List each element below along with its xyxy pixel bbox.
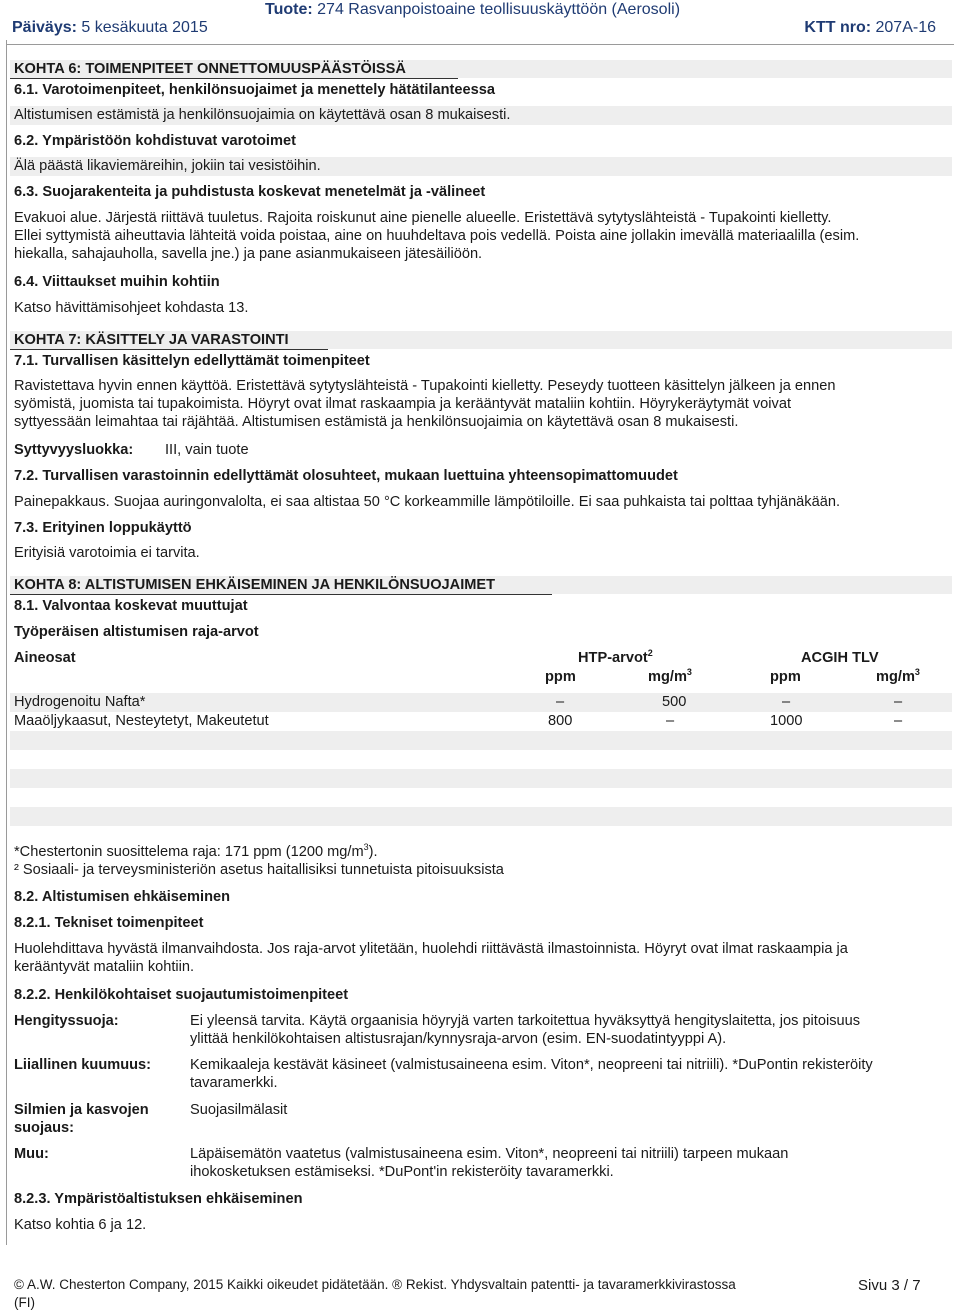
eye-label-line2: suojaus: (14, 1120, 75, 1136)
text-7-1-line3: syttyessään leimahtaa tai räjähtää. Altistumisen estämistä ja henkilönsuojaimia on käytettävä osan 8 mukaisesti. (14, 414, 739, 430)
heading-6-3: 6.3. Suojarakenteita ja puhdistusta koskevat menetelmät ja -välineet (14, 184, 486, 200)
text-6-3-line3: hiekalla, sahajauholla, savella jne.) ja pane asianmukaiseen jätesäiliöön. (14, 246, 483, 262)
section-6-title: KOHTA 6: TOIMENPITEET ONNETTOMUUSPÄÄSTÖISSÄ (10, 60, 952, 78)
table-row-1-acgih-mg: – (894, 694, 903, 710)
ktt-line: KTT nro: 207A-16 (804, 19, 936, 36)
table-empty-row (10, 769, 952, 788)
text-6-2: Älä päästä likaviemäreihin, jokiin tai vesistöihin. (14, 158, 321, 174)
heading-6-2: 6.2. Ympäristöön kohdistuvat varotoimet (14, 133, 296, 149)
skin-label: Liiallinen kuumuus: (14, 1057, 152, 1073)
text-6-4: Katso hävittämisohjeet kohdasta 13. (14, 300, 249, 316)
heading-7-1: 7.1. Turvallisen käsittelyn edellyttämät toimenpiteet (14, 353, 370, 369)
text-8-2-3: Katso kohtia 6 ja 12. (14, 1217, 147, 1233)
text-8-2-1-line2: kerääntyvät mataliin kohtiin. (14, 959, 195, 975)
other-label: Muu: (14, 1146, 49, 1162)
note-chesterton: *Chestertonin suosittelema raja: 171 ppm (1200 $mg/m^3$). (14, 842, 378, 860)
section-7-title: KOHTA 7: KÄSITTELY JA VARASTOINTI (10, 331, 952, 349)
text-6-3-line1: Evakuoi alue. Järjestä riittävä tuuletus. Rajoita roiskunut aine pienelle alueelle. Eristettävä sytytyslähteistä - Tupakointi kielletty. (14, 210, 832, 226)
unit-htp-mg: $mg/m^3$ (648, 667, 692, 685)
table-row-2-acgih-mg: – (894, 713, 903, 729)
skin-line2: tavaramerkki. (190, 1075, 278, 1091)
table-row-2-acgih-ppm: 1000 (770, 713, 803, 729)
text-7-2: Painepakkaus. Suojaa auringonvalolta, ei saa altistaa 50 °C korkeammille lämpötiloille. Ei saa puhkaista tai polttaa tyhjänäkään. (14, 494, 841, 510)
respiratory-label: Hengityssuoja: (14, 1013, 119, 1029)
eye-value: Suojasilmälasit (190, 1102, 288, 1118)
table-row-2-htp-ppm: 800 (548, 713, 573, 729)
unit-acgih-ppm: ppm (770, 669, 801, 685)
col-acgih: ACGIH TLV (801, 650, 879, 666)
page-header (0, 0, 960, 44)
section-7-underline (10, 349, 328, 350)
text-8-2-1-line1: Huolehdittava hyvästä ilmanvaihdosta. Jos raja-arvot ylitetään, huolehdi riittävästä ilmastoinnista. Höyryt ovat ilmat raskaampia ja (14, 941, 848, 957)
date-line: Päiväys: 5 kesäkuuta 2015 (12, 19, 208, 36)
table-row-1-htp-ppm: – (556, 694, 565, 710)
heading-8-1: 8.1. Valvontaa koskevat muuttujat (14, 598, 248, 614)
col-substance: Aineosat (14, 650, 76, 666)
footer-copyright: © A.W. Chesterton Company, 2015 Kaikki oikeudet pidätetään. ® Rekist. Yhdysvaltain patentti- ja tavaramerkkivirastossa (14, 1277, 736, 1292)
footer-lang: (FI) (14, 1295, 35, 1310)
heading-8-2-2: 8.2.2. Henkilökohtaiset suojautumistoimenpiteet (14, 987, 349, 1003)
heading-7-3: 7.3. Erityinen loppukäyttö (14, 520, 192, 536)
flammability-value: III, vain tuote (165, 442, 249, 458)
text-7-3: Erityisiä varotoimia ei tarvita. (14, 545, 200, 561)
section-6-underline (10, 78, 458, 79)
section-8-title: KOHTA 8: ALTISTUMISEN EHKÄISEMINEN JA HENKILÖNSUOJAIMET (10, 576, 952, 594)
text-6-1: Altistumisen estämistä ja henkilönsuojaimia on käytettävä osan 8 mukaisesti. (14, 107, 511, 123)
table-row-2-name: Maaöljykaasut, Nesteytetyt, Makeutetut (14, 713, 269, 729)
flammability-label: Syttyvyysluokka: (14, 442, 134, 458)
left-rule (6, 40, 7, 1245)
product-line: Tuote: 274 Rasvanpoistoaine teollisuuskäyttöön (Aerosoli) (265, 1, 681, 18)
eye-label-line1: Silmien ja kasvojen (14, 1102, 149, 1118)
footer-page-number: Sivu 3 / 7 (858, 1277, 921, 1294)
header-rule (6, 44, 954, 45)
table-empty-row (10, 807, 952, 826)
note-ministry: ² Sosiaali- ja terveysministeriön asetus haitallisiksi tunnetuista pitoisuuksista (14, 862, 504, 878)
table-row-2-htp-mg: – (666, 713, 675, 729)
respiratory-line2: ylittää henkilökohtaisen altistusrajan/kynnysraja-arvon (esim. EN-suodatintyyppi A). (190, 1031, 727, 1047)
table-row-1-htp-mg: 500 (662, 694, 687, 710)
heading-8-2-3: 8.2.3. Ympäristöaltistuksen ehkäiseminen (14, 1191, 303, 1207)
heading-6-4: 6.4. Viittaukset muihin kohtiin (14, 274, 220, 290)
col-htp: HTP-arvot$^2$ (578, 648, 653, 666)
table-row-1-acgih-ppm: – (782, 694, 791, 710)
other-line2: ihokosketuksen estämiseksi. *DuPont'in rekisteröity tavaramerkki. (190, 1164, 614, 1180)
heading-6-1: 6.1. Varotoimenpiteet, henkilönsuojaimet ja menettely hätätilanteessa (14, 82, 495, 98)
skin-line1: Kemikaaleja kestävät käsineet (valmistusaineena esim. Viton*, neopreeni tai nitriili). *DuPontin rekisteröity (190, 1057, 873, 1073)
heading-8-2: 8.2. Altistumisen ehkäiseminen (14, 889, 231, 905)
text-7-1-line2: syömistä, juomista tai tupakoimista. Höyryt ovat ilmat raskaampia ja kerääntyvät mataliin kohtiin. Höyrykeräytymät voivat (14, 396, 791, 412)
table-empty-row (10, 731, 952, 750)
table-row-1-name: Hydrogenoitu Nafta* (14, 694, 146, 710)
table-row-shade (10, 693, 952, 712)
text-6-3-line2: Ellei syttymistä aiheuttavia lähteitä voida poistaa, aine on huuhdeltava pois vedellä. Poista aine jollakin imevällä materiaalilla (esim. (14, 228, 860, 244)
heading-8-1-oel: Työperäisen altistumisen raja-arvot (14, 624, 259, 640)
respiratory-line1: Ei yleensä tarvita. Käytä orgaanisia höyryjä varten tarkoitettua hyväksyttyä hengityslaitetta, jos pitoisuus (190, 1013, 861, 1029)
text-7-1-line1: Ravistettava hyvin ennen käyttöä. Eristettävä sytytyslähteistä - Tupakointi kielletty. Peseydy tuotteen käsittelyn jälkeen ja ennen (14, 378, 836, 394)
heading-7-2: 7.2. Turvallisen varastoinnin edellyttämät olosuhteet, mukaan luettuina yhteensopimattomuudet (14, 468, 678, 484)
other-line1: Läpäisemätön vaatetus (valmistusaineena esim. Viton*, neopreeni tai nitriili) tarpeen mukaan (190, 1146, 789, 1162)
section-8-underline (10, 594, 552, 595)
unit-htp-ppm: ppm (545, 669, 576, 685)
heading-8-2-1: 8.2.1. Tekniset toimenpiteet (14, 915, 204, 931)
unit-acgih-mg: $mg/m^3$ (876, 667, 920, 685)
